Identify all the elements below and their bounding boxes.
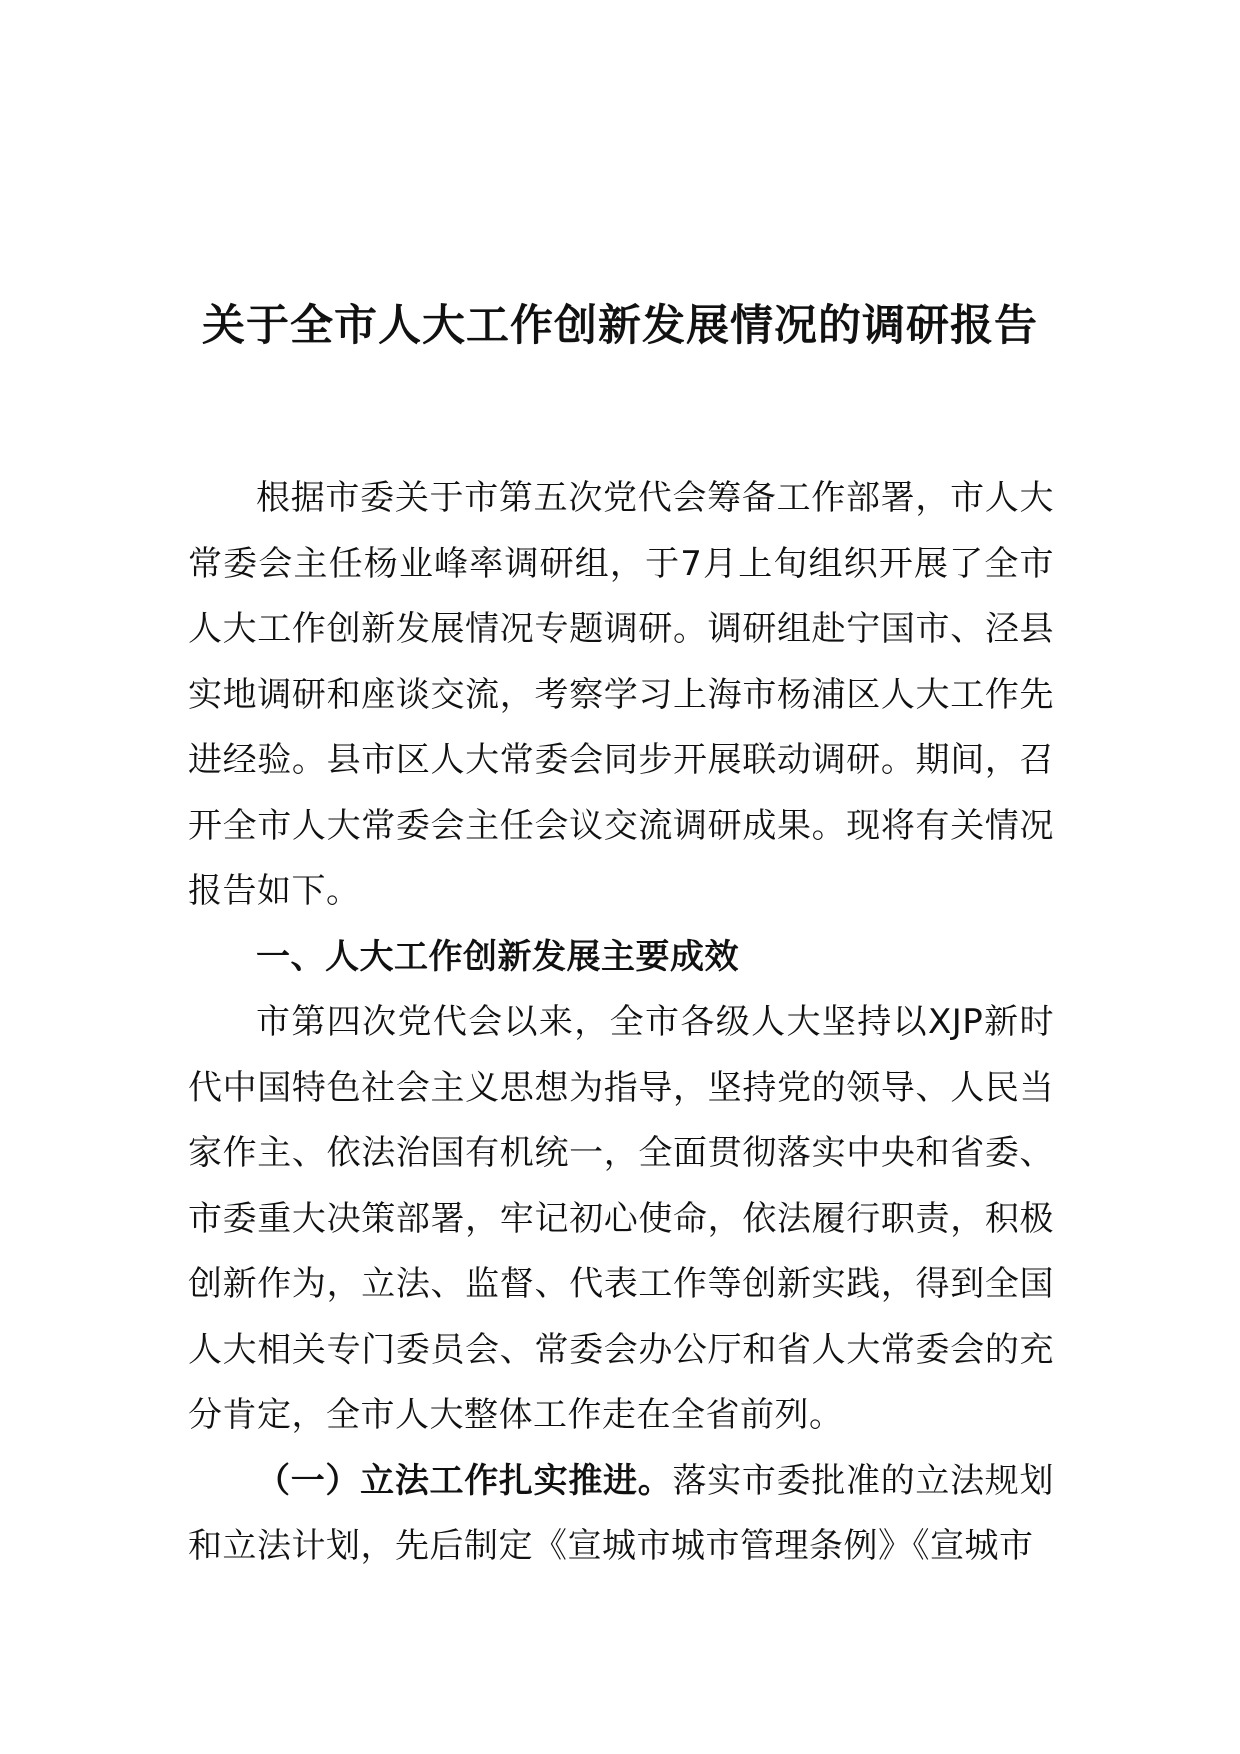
item-paragraph xyxy=(188,1449,1054,1580)
item-lead: （一）立法工作扎实推进。 xyxy=(256,1460,673,1501)
document-body xyxy=(188,466,1054,1580)
item-text: 落实市委批准的立法规划和立法计划，先后制定《宣城市城市管理条例》《宣城市 xyxy=(188,1460,1055,1566)
section-paragraph: 市第四次党代会以来，全市各级人大坚持以XJP新时代中国特色社会主义思想为指导，坚持党的领导、人民当家作主、依法治国有机统一，全面贯彻落实中央和省委、市委重大决策部署，牢记初心使命，依法履行职责，积极创新作为，立法、监督、代表工作等创新实践，得到全国人大相关专门委员会、常委会办公厅和省人大常委会的充分肯定，全市人大整体工作走在全省前列。 xyxy=(188,1002,1054,1435)
intro-paragraph: 根据市委关于市第五次党代会筹备工作部署，市人大常委会主任杨业峰率调研组，于7月上旬组织开展了全市人大工作创新发展情况专题调研。调研组赴宁国市、泾县实地调研和座谈交流，考察学习上海市杨浦区人大工作先进经验。县市区人大常委会同步开展联动调研。期间，召开全市人大常委会主任会议交流调研成果。现将有关情况报告如下。 xyxy=(188,478,1054,911)
section-heading: 一、人大工作创新发展主要成效 xyxy=(256,936,739,977)
document-title: 关于全市人大工作创新发展情况的调研报告 xyxy=(202,301,1038,351)
